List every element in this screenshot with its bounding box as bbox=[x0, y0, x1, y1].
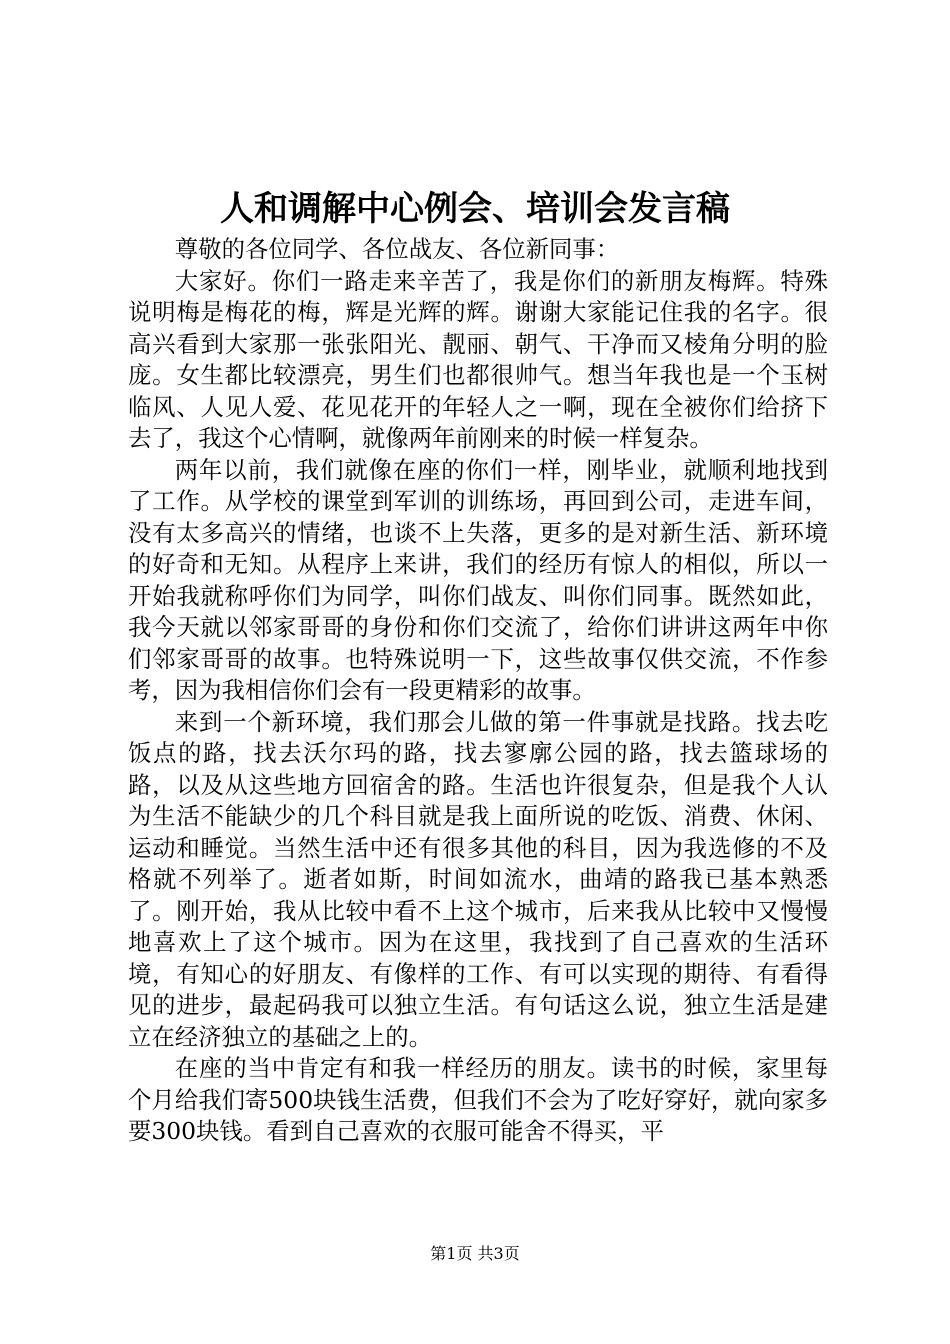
page-number-footer: 第1页 共3页 bbox=[430, 1244, 520, 1263]
body-paragraph: 来到一个新环境，我们那会儿做的第一件事就是找路。找去吃饭点的路，找去沃尔玛的路，找去寥廓公园的路，找去篮球场的路，以及从这些地方回宿舍的路。生活也许很复杂，但是我个人认为生活不能缺少的几个科目就是我上面所说的吃饭、消费、休闲、运动和睡觉。当然生活中还有很多其他的科目，因为我选修的不及格就不列举了。逝者如斯，时间如流水，曲靖的路我已基本熟悉了。刚开始，我从比较中看不上这个城市，后来我从比较中又慢慢地喜欢上了这个城市。因为在这里，我找到了自己喜欢的生活环境，有知心的好朋友、有像样的工作、有可以实现的期待、有看得见的进步，最起码我可以独立生活。有句话这么说，独立生活是建立在经济独立的基础之上的。 bbox=[128, 707, 828, 1051]
body-paragraph: 大家好。你们一路走来辛苦了，我是你们的新朋友梅辉。特殊说明梅是梅花的梅，辉是光辉的辉。谢谢大家能记住我的名字。很高兴看到大家那一张张阳光、靓丽、朝气、干净而又棱角分明的脸庞。女生都比较漂亮，男生们也都很帅气。想当年我也是一个玉树临风、人见人爱、花见花开的年轻人之一啊，现在全被你们给挤下去了，我这个心情啊，就像两年前刚来的时候一样复杂。 bbox=[128, 266, 828, 452]
document-title: 人和调解中心例会、培训会发言稿 bbox=[220, 189, 730, 229]
body-paragraph: 在座的当中肯定有和我一样经历的朋友。读书的时候，家里每个月给我们寄500块钱生活费，但我们不会为了吃好穿好，就向家多要300块钱。看到自己喜欢的衣服可能舍不得买，平 bbox=[128, 1054, 828, 1145]
document-body bbox=[128, 234, 828, 1148]
body-paragraph: 两年以前，我们就像在座的你们一样，刚毕业，就顺利地找到了工作。从学校的课堂到军训的训练场，再回到公司，走进车间，没有太多高兴的情绪，也谈不上失落，更多的是对新生活、新环境的好奇和无知。从程序上来讲，我们的经历有惊人的相似，所以一开始我就称呼你们为同学，叫你们战友、叫你们同事。既然如此，我今天就以邻家哥哥的身份和你们交流了，给你们讲讲这两年中你们邻家哥哥的故事。也特殊说明一下，这些故事仅供交流，不作参考，因为我相信你们会有一段更精彩的故事。 bbox=[128, 455, 828, 704]
salutation-paragraph: 尊敬的各位同学、各位战友、各位新同事： bbox=[174, 235, 620, 263]
